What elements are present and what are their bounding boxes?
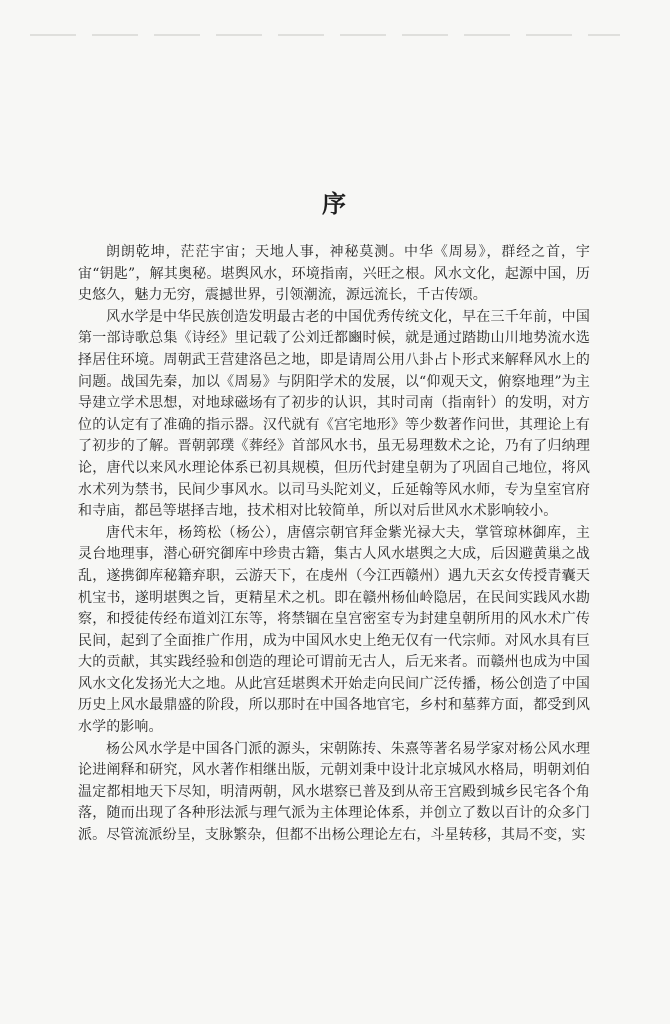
paragraph-1: 朗朗乾坤，茫茫宇宙；天地人事，神秘莫测。中华《周易》，群经之首，宇宙“钥匙”，解其奥秘。堪舆风水，环境指南，兴旺之根。风水文化，起源中国，历史悠久，魅力无穷，震撼世界，引领潮流，源远流长，千古传颂。 [78,244,590,304]
page-title: 序 [322,189,348,218]
scan-edge-marks [30,34,620,36]
paragraph-4: 杨公风水学是中国各门派的源头，宋朝陈抟、朱熹等著名易学家对杨公风水理论进阐释和研究，风水著作相继出版，元朝刘秉中设计北京城风水格局，明朝刘伯温定都相地天下尽知，明清两朝，风水堪察已普及到从帝王宫殿到城乡民宅各个角落，随而出现了各种形法派与理气派为主体理论体系，并创立了数以百计的众多门派。尽管流派纷呈，支脉繁杂，但都不出杨公理论左右，斗星转移，其局不变，实 [78,740,590,844]
paragraph-3: 唐代末年，杨筠松（杨公），唐僖宗朝官拜金紫光禄大夫，掌管琼林御库，主灵台地理事，潜心研究御库中珍贵古籍，集古人风水堪舆之大成，后因避黄巢之战乱，遂携御库秘籍弃职，云游天下，在虔州（今江西赣州）遇九天玄女传授青囊天机宝书，遂明堪舆之旨，更精星术之机。即在赣州杨仙岭隐居，在民间实践风水勘察，和授徒传经布道刘江东等，将禁锢在皇宫密室专为封建皇朝所用的风水术广传民间，起到了全面推广作用，成为中国风水史上绝无仅有一代宗师。对风水具有巨大的贡献，其实践经验和创造的理论可谓前无古人，后无来者。而赣州也成为中国风水文化发扬光大之地。从此宫廷堪舆术开始走向民间广泛传播，杨公创造了中国历史上风水最鼎盛的阶段，所以那时在中国各地官宅，乡村和墓葬方面，都受到风水学的影响。 [78,524,590,736]
preface-body [78,242,590,847]
paragraph-2: 风水学是中华民族创造发明最古老的中国优秀传统文化，早在三千年前，中国第一部诗歌总集《诗经》里记载了公刘迁都豳时候，就是通过踏勘山川地势流水选择居住环境。周朝武王营建洛邑之地，即是请周公用八卦占卜形式来解释风水上的问题。战国先秦，加以《周易》与阴阳学术的发展，以“仰观天文，俯察地理”为主导建立学术思想，对地球磁场有了初步的认识，其时司南（指南针）的发明，对方位的认定有了准确的指示器。汉代就有《宫宅地形》等少数著作问世，其理论上有了初步的了解。晋朝郭璞《葬经》首部风水书，虽无易理数术之论，乃有了归纳理论，唐代以来风水理论体系已初具规模，但历代封建皇朝为了巩固自己地位，将风水术列为禁书，民间少事风水。以司马头陀刘义，丘延翰等风水师，专为皇室官府和寺庙，都邑等堪择吉地，技术相对比较简单，所以对后世风水术影响较小。 [78,308,590,520]
